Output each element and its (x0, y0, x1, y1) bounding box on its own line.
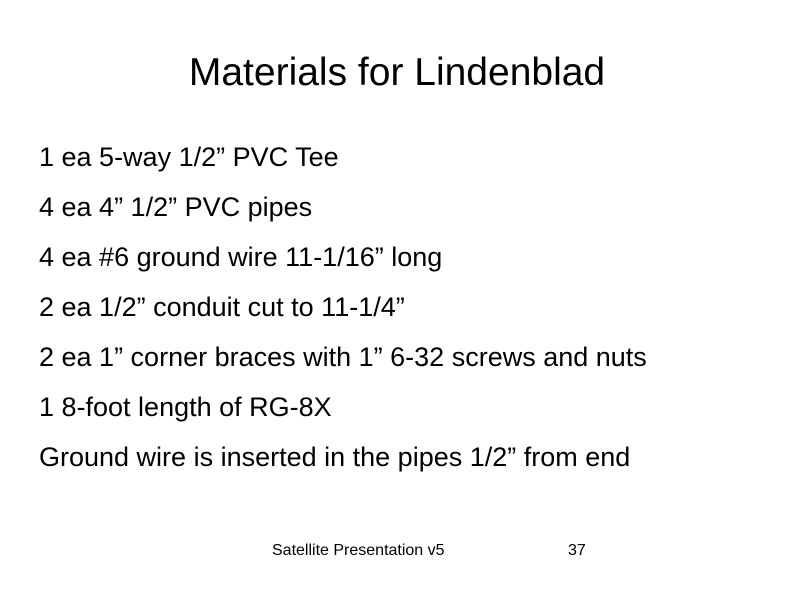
slide-title: Materials for Lindenblad (188, 51, 606, 94)
list-item: Ground wire is inserted in the pipes 1/2” from end (39, 442, 631, 472)
footer-page-number: 37 (568, 542, 586, 559)
list-item: 1 8-foot length of RG-8X (39, 392, 332, 422)
list-item: 4 ea #6 ground wire 11-1/16” long (39, 242, 443, 272)
materials-list (39, 140, 769, 490)
list-item: 2 ea 1/2” conduit cut to 11-1/4” (39, 292, 405, 322)
list-item: 4 ea 4” 1/2” PVC pipes (39, 192, 313, 222)
footer-presentation-name: Satellite Presentation v5 (272, 542, 445, 559)
list-item: 1 ea 5-way 1/2” PVC Tee (39, 142, 339, 172)
list-item: 2 ea 1” corner braces with 1” 6-32 screws and nuts (39, 342, 647, 372)
